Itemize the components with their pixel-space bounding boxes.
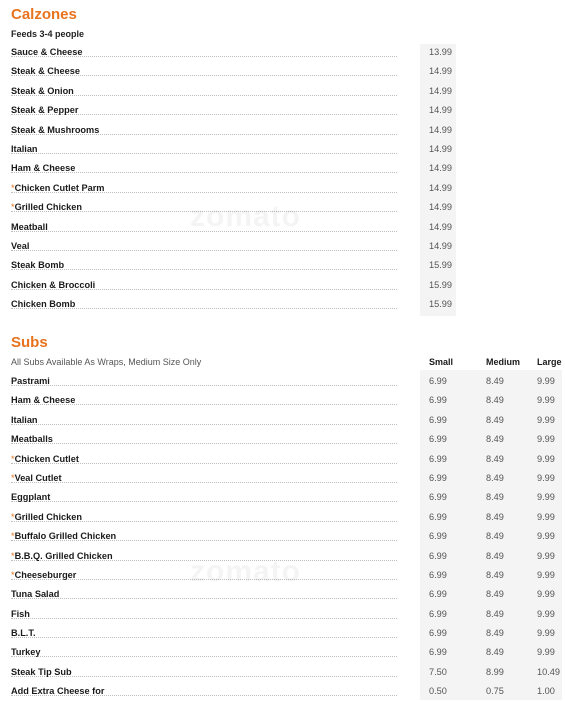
item-label: Buffalo Grilled Chicken	[14, 531, 117, 542]
menu-item-row	[0, 198, 565, 217]
item-label: Chicken Cutlet Parm	[14, 182, 105, 193]
price-small: 7.50	[429, 666, 447, 677]
price-small: 6.99	[429, 492, 447, 503]
dotted-leader	[11, 250, 397, 251]
item-name	[11, 547, 113, 566]
price-small: 6.99	[429, 395, 447, 406]
item-price: 14.99	[429, 240, 452, 251]
calzone-list	[0, 43, 565, 314]
item-name	[11, 682, 104, 701]
price-large: 1.00	[537, 686, 555, 697]
dotted-leader	[11, 269, 397, 270]
menu-item-row	[0, 159, 565, 178]
price-small: 6.99	[429, 589, 447, 600]
item-name	[11, 295, 75, 314]
price-large: 9.99	[537, 608, 555, 619]
item-name	[11, 488, 50, 507]
price-small: 6.99	[429, 647, 447, 658]
item-name	[11, 508, 82, 527]
item-label: Italian	[11, 414, 38, 425]
item-name	[11, 527, 116, 546]
asterisk-mark: *	[11, 202, 15, 213]
price-medium: 8.49	[486, 453, 504, 464]
item-label: Meatballs	[11, 434, 53, 445]
menu-item-row	[0, 62, 565, 81]
item-label: Steak & Mushrooms	[11, 124, 100, 135]
dotted-leader	[11, 501, 397, 502]
price-large: 10.49	[537, 666, 560, 677]
item-price: 14.99	[429, 221, 452, 232]
item-name	[11, 585, 59, 604]
price-large: 9.99	[537, 647, 555, 658]
price-medium: 8.49	[486, 647, 504, 658]
item-name	[11, 140, 38, 159]
price-large: 9.99	[537, 453, 555, 464]
dotted-leader	[11, 637, 397, 638]
item-name	[11, 159, 75, 178]
price-large: 9.99	[537, 531, 555, 542]
menu-item-row	[0, 624, 565, 643]
dotted-leader	[11, 618, 397, 619]
item-name	[11, 237, 29, 256]
item-name	[11, 391, 75, 410]
menu-item-row	[0, 101, 565, 120]
item-label: Turkey	[11, 647, 41, 658]
item-name	[11, 179, 104, 198]
dotted-leader	[11, 231, 397, 232]
menu-item-row	[0, 276, 565, 295]
calzones-subtitle: Feeds 3-4 people	[11, 29, 85, 39]
price-small: 6.99	[429, 376, 447, 386]
item-price: 15.99	[429, 260, 452, 271]
asterisk-mark: *	[11, 511, 15, 522]
item-name	[11, 643, 40, 662]
price-small: 6.99	[429, 531, 447, 542]
price-small: 6.99	[429, 414, 447, 425]
item-price: 14.99	[429, 124, 452, 135]
column-header-medium: Medium	[486, 357, 521, 367]
price-medium: 8.49	[486, 376, 504, 386]
menu-item-row	[0, 411, 565, 430]
price-medium: 8.49	[486, 472, 504, 483]
price-medium: 0.75	[486, 686, 504, 697]
item-label: Pastrami	[11, 376, 50, 386]
item-label: Chicken & Broccoli	[11, 279, 96, 290]
price-large: 9.99	[537, 589, 555, 600]
menu-item-row	[0, 605, 565, 624]
item-label: Steak Bomb	[11, 260, 65, 271]
price-large: 9.99	[537, 511, 555, 522]
item-label: Steak & Pepper	[11, 105, 79, 116]
asterisk-mark: *	[11, 550, 15, 561]
item-name	[11, 62, 80, 81]
price-large: 9.99	[537, 569, 555, 580]
price-medium: 8.49	[486, 589, 504, 600]
menu-item-row	[0, 663, 565, 682]
price-medium: 8.49	[486, 550, 504, 561]
menu-item-row	[0, 508, 565, 527]
menu-item-row	[0, 547, 565, 566]
menu-item-row	[0, 372, 565, 391]
price-small: 6.99	[429, 550, 447, 561]
item-label: Cheeseburger	[14, 569, 77, 580]
item-name	[11, 121, 99, 140]
item-label: Veal	[11, 240, 30, 251]
dotted-leader	[11, 443, 397, 444]
column-header-large: Large	[537, 357, 562, 367]
menu-item-row	[0, 237, 565, 256]
menu-item-row	[0, 256, 565, 275]
price-medium: 8.49	[486, 531, 504, 542]
column-header-small: Small	[429, 357, 454, 367]
dotted-leader	[11, 424, 397, 425]
item-label: Chicken Bomb	[11, 299, 76, 310]
menu-item-row	[0, 179, 565, 198]
dotted-leader	[11, 385, 397, 386]
menu-item-row	[0, 469, 565, 488]
price-medium: 8.49	[486, 395, 504, 406]
menu-item-row	[0, 295, 565, 314]
menu-item-row	[0, 566, 565, 585]
menu-item-row	[0, 140, 565, 159]
price-medium: 8.49	[486, 492, 504, 503]
item-price: 14.99	[429, 105, 452, 116]
item-price: 13.99	[429, 47, 452, 57]
price-small: 6.99	[429, 453, 447, 464]
item-name	[11, 624, 36, 643]
dotted-leader	[11, 656, 397, 657]
item-label: Meatball	[11, 221, 48, 232]
item-name	[11, 605, 30, 624]
item-label: Veal Cutlet	[14, 472, 62, 483]
item-name	[11, 218, 48, 237]
asterisk-mark: *	[11, 472, 15, 483]
item-name	[11, 566, 76, 585]
item-price: 14.99	[429, 85, 452, 96]
price-medium: 8.49	[486, 414, 504, 425]
asterisk-mark: *	[11, 182, 15, 193]
item-price: 15.99	[429, 279, 452, 290]
price-medium: 8.49	[486, 511, 504, 522]
menu-item-row	[0, 82, 565, 101]
item-price: 15.99	[429, 299, 452, 310]
item-name	[11, 411, 38, 430]
item-label: Ham & Cheese	[11, 163, 76, 174]
menu-item-row	[0, 585, 565, 604]
item-price: 14.99	[429, 143, 452, 154]
item-label: Steak & Onion	[11, 85, 74, 96]
menu-item-row	[0, 121, 565, 140]
price-medium: 8.49	[486, 434, 504, 445]
price-medium: 8.49	[486, 608, 504, 619]
price-large: 9.99	[537, 376, 555, 386]
subs-subtitle: All Subs Available As Wraps, Medium Size Only	[11, 357, 202, 367]
item-label: Chicken Cutlet	[14, 453, 79, 464]
menu-item-row	[0, 682, 565, 701]
item-label: Add Extra Cheese for	[11, 686, 105, 697]
price-large: 9.99	[537, 434, 555, 445]
item-price: 14.99	[429, 182, 452, 193]
price-large: 9.99	[537, 550, 555, 561]
menu-item-row	[0, 43, 565, 62]
item-price: 14.99	[429, 66, 452, 77]
item-name	[11, 450, 79, 469]
price-medium: 8.99	[486, 666, 504, 677]
menu-item-row	[0, 527, 565, 546]
item-label: Fish	[11, 608, 30, 619]
menu-item-row	[0, 218, 565, 237]
item-price: 14.99	[429, 163, 452, 174]
item-name	[11, 198, 82, 217]
price-large: 9.99	[537, 395, 555, 406]
item-label: Eggplant	[11, 492, 51, 503]
item-label: B.L.T.	[11, 628, 36, 639]
item-name	[11, 82, 74, 101]
dotted-leader	[11, 598, 397, 599]
item-label: Steak & Cheese	[11, 66, 80, 77]
subs-title: Subs	[11, 334, 48, 351]
calzones-title: Calzones	[11, 6, 77, 23]
price-medium: 8.49	[486, 628, 504, 639]
price-small: 6.99	[429, 608, 447, 619]
item-label: B.B.Q. Grilled Chicken	[14, 550, 113, 561]
item-label: Sauce & Cheese	[11, 47, 83, 57]
item-label: Italian	[11, 143, 38, 154]
item-name	[11, 430, 53, 449]
menu-item-row	[0, 450, 565, 469]
item-name	[11, 101, 78, 120]
price-small: 6.99	[429, 434, 447, 445]
item-price: 14.99	[429, 202, 452, 213]
price-small: 6.99	[429, 511, 447, 522]
asterisk-mark: *	[11, 531, 15, 542]
item-label: Ham & Cheese	[11, 395, 76, 406]
price-small: 0.50	[429, 686, 447, 697]
subs-list	[0, 372, 565, 702]
dotted-leader	[11, 482, 397, 483]
price-large: 9.99	[537, 492, 555, 503]
menu-item-row	[0, 643, 565, 662]
price-medium: 8.49	[486, 569, 504, 580]
item-name	[11, 372, 50, 391]
item-name	[11, 276, 95, 295]
dotted-leader	[11, 153, 397, 154]
price-large: 9.99	[537, 628, 555, 639]
price-small: 6.99	[429, 628, 447, 639]
item-label: Grilled Chicken	[14, 511, 82, 522]
menu-item-row	[0, 391, 565, 410]
price-small: 6.99	[429, 569, 447, 580]
asterisk-mark: *	[11, 453, 15, 464]
item-label: Steak Tip Sub	[11, 666, 72, 677]
item-name	[11, 663, 72, 682]
item-label: Tuna Salad	[11, 589, 60, 600]
item-name	[11, 469, 62, 488]
price-large: 9.99	[537, 472, 555, 483]
menu-item-row	[0, 488, 565, 507]
item-name	[11, 43, 83, 62]
item-label: Grilled Chicken	[14, 202, 82, 213]
item-name	[11, 256, 64, 275]
price-small: 6.99	[429, 472, 447, 483]
price-large: 9.99	[537, 414, 555, 425]
menu-item-row	[0, 430, 565, 449]
asterisk-mark: *	[11, 569, 15, 580]
